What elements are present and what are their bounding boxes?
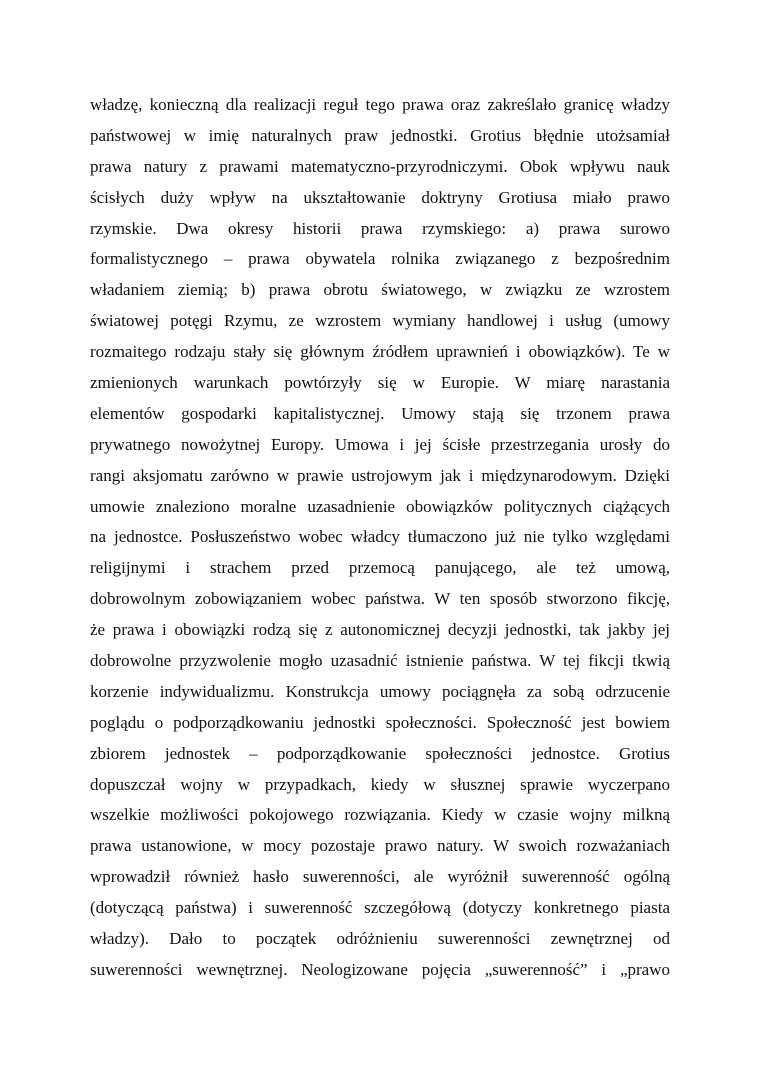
text-line: wszelkie możliwości pokojowego rozwiązania. Kiedy w czasie wojny milkną [90, 805, 670, 825]
text-line: dobrowolne przyzwolenie mogło uzasadnić istnienie państwa. W tej fikcji tkwią [90, 651, 670, 671]
text-line: prywatnego nowożytnej Europy. Umowa i jej ścisłe przestrzegania urosły do [90, 434, 670, 454]
text-line: rangi aksjomatu zarówno w prawie ustrojowym jak i międzynarodowym. Dzięki [90, 465, 670, 485]
body-text [90, 90, 670, 986]
text-line: prawa natury z prawami matematyczno-przyrodniczymi. Obok wpływu nauk [90, 156, 670, 176]
text-line: władzy). Dało to początek odróżnieniu suwerenności zewnętrznej od [90, 929, 670, 949]
text-line: władaniem ziemią; b) prawa obrotu światowego, w związku ze wzrostem [90, 280, 670, 300]
text-line: suwerenności wewnętrznej. Neologizowane pojęcia „suwerenność” i „prawo [90, 959, 670, 979]
text-line: władzę, konieczną dla realizacji reguł tego prawa oraz zakreślało granicę władzy [90, 95, 670, 114]
text-line: że prawa i obowiązki rodzą się z autonomicznej decyzji jednostki, tak jakby jej [90, 620, 670, 640]
text-line: dobrowolnym zobowiązaniem wobec państwa. W ten sposób stworzono fikcję, [90, 589, 670, 609]
text-line: państwowej w imię naturalnych praw jednostki. Grotius błędnie utożsamiał [90, 125, 670, 145]
text-line: poglądu o podporządkowaniu jednostki społeczności. Społeczność jest bowiem [90, 712, 670, 732]
text-line: wprowadził również hasło suwerenności, ale wyróżnił suwerenność ogólną [90, 867, 670, 887]
text-line: (dotyczącą państwa) i suwerenność szczegółową (dotyczy konkretnego piasta [90, 898, 670, 918]
text-line: prawa ustanowione, w mocy pozostaje prawo natury. W swoich rozważaniach [90, 836, 670, 856]
text-line: światowej potęgi Rzymu, ze wzrostem wymiany handlowej i usług (umowy [90, 311, 670, 331]
text-line: korzenie indywidualizmu. Konstrukcja umowy pociągnęła za sobą odrzucenie [90, 681, 670, 701]
text-line: na jednostce. Posłuszeństwo wobec władcy tłumaczono już nie tylko względami [90, 527, 670, 547]
text-line: elementów gospodarki kapitalistycznej. Umowy stają się trzonem prawa [90, 403, 670, 423]
text-line: dopuszczał wojny w przypadkach, kiedy w słusznej sprawie wyczerpano [90, 774, 670, 794]
text-line: formalistycznego – prawa obywatela rolnika związanego z bezpośrednim [90, 249, 670, 269]
text-line: umowie znaleziono moralne uzasadnienie obowiązków politycznych ciążących [90, 496, 670, 516]
text-line: rzymskie. Dwa okresy historii prawa rzymskiego: a) prawa surowo [90, 218, 670, 238]
text-line: religijnymi i strachem przed przemocą panującego, ale też umową, [90, 558, 670, 578]
text-line: rozmaitego rodzaju stały się głównym źródłem uprawnień i obowiązków). Te w [90, 342, 670, 362]
text-line: zbiorem jednostek – podporządkowanie społeczności jednostce. Grotius [90, 743, 670, 763]
text-line: zmienionych warunkach powtórzyły się w Europie. W miarę narastania [90, 373, 670, 393]
text-line: ścisłych duży wpływ na ukształtowanie doktryny Grotiusa miało prawo [90, 187, 670, 207]
